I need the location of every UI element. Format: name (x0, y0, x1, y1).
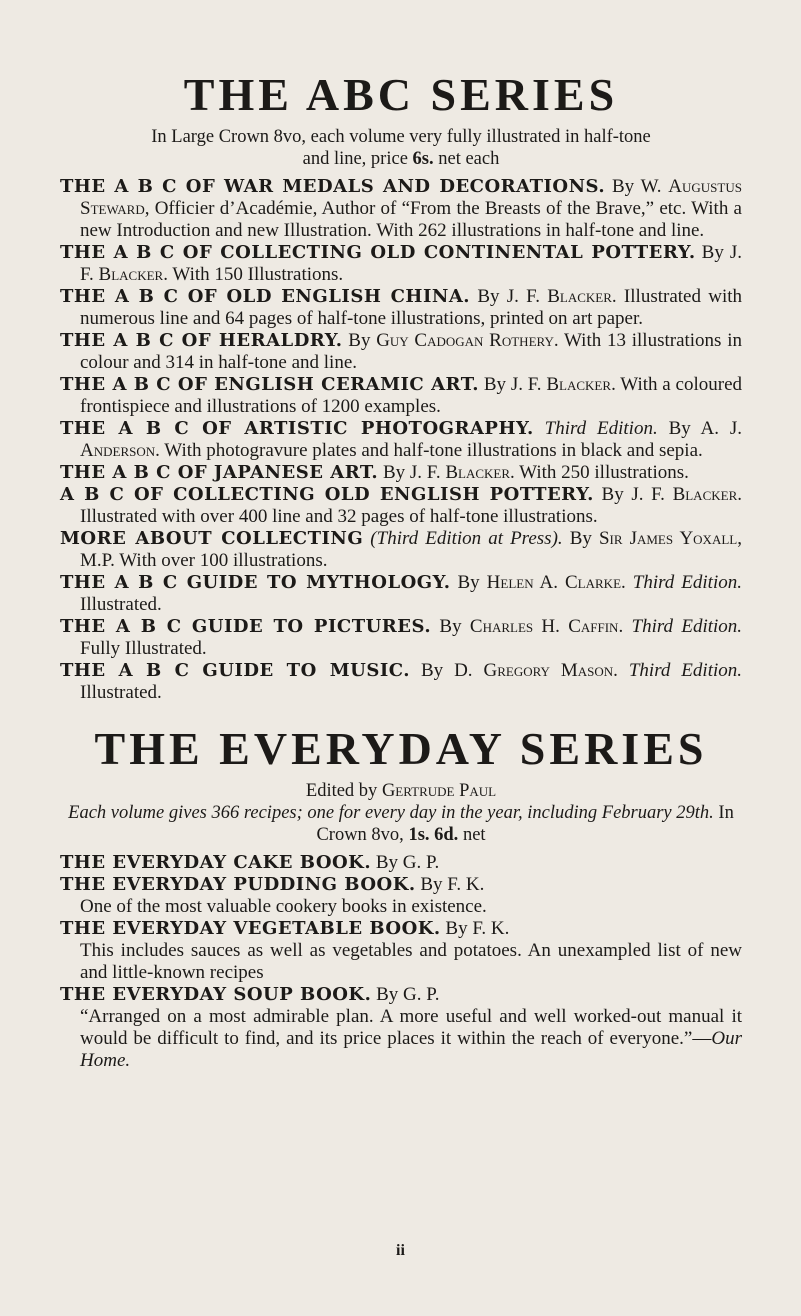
entry-by: By J. F. (382, 462, 446, 483)
entry-title: THE A B C GUIDE TO MYTHOLOGY. (60, 572, 451, 593)
abc-subtitle-pre: and line, price (302, 149, 413, 169)
entry-description: Illustrated. (80, 682, 162, 703)
list-item: THE A B C GUIDE TO MYTHOLOGY. By Helen A. Clarke. Third Edition. Illustrated. (60, 572, 742, 615)
entry-by: By W. (611, 176, 669, 197)
entry-by: By D. (420, 660, 484, 681)
entry-title: THE EVERYDAY CAKE BOOK. (60, 852, 372, 873)
entry-description: One of the most valuable cookery books in existence. (80, 896, 487, 917)
everyday-editor-line (60, 780, 742, 802)
entry-description: . With photogravure plates and half-tone illustrations in black and sepia. (155, 440, 703, 461)
list-item (60, 852, 742, 874)
entry-title: MORE ABOUT COLLECTING (60, 528, 364, 549)
entry-by: By (562, 528, 599, 549)
entry-by: By J. F. (477, 286, 548, 307)
list-item (60, 330, 742, 374)
entry-description: , M.P. With over 100 illustrations. (80, 528, 742, 571)
entry-description: “Arranged on a most admirable plan. A more useful and well worked-out manual it would be difficult to find, and its price places it within the reach of everyone.”— (80, 1006, 742, 1049)
abc-entry-list (60, 176, 742, 704)
entry-edition: Third Edition. (544, 418, 658, 439)
list-item (60, 176, 742, 242)
entry-title: THE A B C OF ARTISTIC PHOTOGRAPHY. (60, 418, 534, 439)
entry-description: Illustrated. (80, 594, 162, 615)
entry-author: Blacker (445, 462, 511, 483)
entry-description: . Illustrated with over 400 line and 32 pages of half-tone illustrations. (80, 484, 742, 527)
entry-by: By J. F. (601, 484, 673, 505)
everyday-description-italic: Each volume gives 366 recipes; one for every day in the year, including February 29th. (68, 803, 714, 823)
entry-author: Augustus Steward (80, 176, 742, 219)
entry-title: THE A B C OF ENGLISH CERAMIC ART. (60, 374, 480, 395)
entry-edition: Third Edition. (632, 572, 742, 593)
page-number: ii (396, 1242, 405, 1259)
entry-edition: (Third Edition at Press). (370, 528, 563, 549)
entry-description: This includes sauces as well as vegetables and potatoes. An unexampled list of new and little-known recipes (80, 940, 742, 983)
entry-author: Blacker (546, 374, 612, 395)
list-item (60, 528, 742, 572)
entry-edition: Third Edition. (631, 616, 743, 637)
list-item (60, 286, 742, 330)
entry-author: Anderson (80, 440, 156, 461)
entry-author: Blacker (672, 484, 738, 505)
everyday-net: net (458, 825, 486, 845)
entry-by: By (348, 330, 377, 351)
list-item (60, 984, 742, 1072)
list-item (60, 242, 742, 286)
entry-author: Guy Cadogan Rothery (376, 330, 554, 351)
entry-by: By J. F. (483, 374, 547, 395)
list-item (60, 918, 742, 984)
entry-description: , Officier d’Académie, Author of “From the Breasts of the Brave,” etc. With a new Introduction and new Illustration. With 262 illustrations in half-tone and line. (80, 198, 742, 241)
list-item (60, 418, 742, 462)
entry-title: THE A B C GUIDE TO MUSIC. (60, 660, 411, 681)
editor-name: Gertrude Paul (381, 781, 497, 801)
entry-description: . Illustrated with numerous line and 64 pages of half-tone illustrations, printed on art paper. (80, 286, 743, 329)
entry-description: Fully Illustrated. (80, 638, 207, 659)
abc-subtitle-line1: In Large Crown 8vo, each volume very fully illustrated in half-tone (151, 127, 651, 147)
entry-author: Helen A. Clarke (486, 572, 622, 593)
abc-series-title: THE ABC SERIES (183, 69, 619, 120)
entry-by: By F. K. (420, 874, 485, 895)
entry-title: THE A B C GUIDE TO PICTURES. (60, 616, 432, 637)
entry-title: THE A B C OF OLD ENGLISH CHINA. (60, 286, 471, 307)
entry-description: . With 250 illustrations. (510, 462, 689, 483)
abc-series-subtitle (60, 126, 742, 170)
entry-by: By (439, 616, 470, 637)
list-item (60, 462, 742, 484)
entry-title: THE A B C OF JAPANESE ART. (60, 462, 379, 483)
entry-author: Blacker (98, 264, 164, 285)
entry-title: THE A B C OF COLLECTING OLD CONTINENTAL POTTERY. (60, 242, 696, 263)
entry-title: THE EVERYDAY PUDDING BOOK. (60, 874, 416, 895)
everyday-price: 1s. 6d. (408, 825, 459, 845)
entry-title: A B C OF COLLECTING OLD ENGLISH POTTERY. (60, 484, 594, 505)
entry-quote-source: Our Home. (80, 1028, 742, 1071)
entry-description: . With 13 illustrations in colour and 314 in half-tone and line. (80, 330, 742, 373)
list-item: THE A B C GUIDE TO PICTURES. By Charles H. Caffin. Third Edition. Fully Illustrated. (60, 616, 743, 659)
abc-subtitle-post: net each (433, 149, 500, 169)
entry-by: By (457, 572, 487, 593)
entry-description: . With 150 Illustrations. (163, 264, 344, 285)
entry-by: By G. P. (375, 852, 440, 873)
page (60, 69, 743, 1072)
entry-title: THE A B C OF HERALDRY. (60, 330, 343, 351)
entry-author: Blacker (547, 286, 612, 307)
entry-author: Gregory Mason (483, 660, 614, 681)
entry-title: THE EVERYDAY SOUP BOOK. (60, 984, 372, 1005)
entry-author: Charles H. Caffin (469, 616, 619, 637)
everyday-format: In Crown 8vo, (316, 803, 734, 845)
entry-title: THE EVERYDAY VEGETABLE BOOK. (60, 918, 441, 939)
abc-subtitle-price: 6s. (412, 149, 434, 169)
entry-by: By A. J. (657, 418, 743, 439)
entry-description: . With a coloured frontispiece and illustrations of 1200 examples. (80, 374, 743, 417)
everyday-entry-list (60, 852, 742, 1072)
everyday-series-title: THE EVERYDAY SERIES (94, 723, 708, 774)
list-item (60, 484, 742, 528)
entry-title: THE A B C OF WAR MEDALS AND DECORATIONS. (60, 176, 606, 197)
edited-by-label: Edited by (305, 781, 382, 801)
everyday-description (60, 802, 742, 846)
entry-by: By J. F. (80, 242, 742, 285)
entry-by: By G. P. (376, 984, 440, 1005)
list-item (60, 874, 742, 918)
list-item (60, 374, 742, 418)
entry-author: Sir James Yoxall (598, 528, 738, 549)
entry-by: By F. K. (445, 918, 510, 939)
entry-edition: Third Edition. (628, 660, 743, 681)
list-item: THE A B C GUIDE TO MUSIC. By D. Gregory Mason. Third Edition. Illustrated. (60, 660, 743, 703)
